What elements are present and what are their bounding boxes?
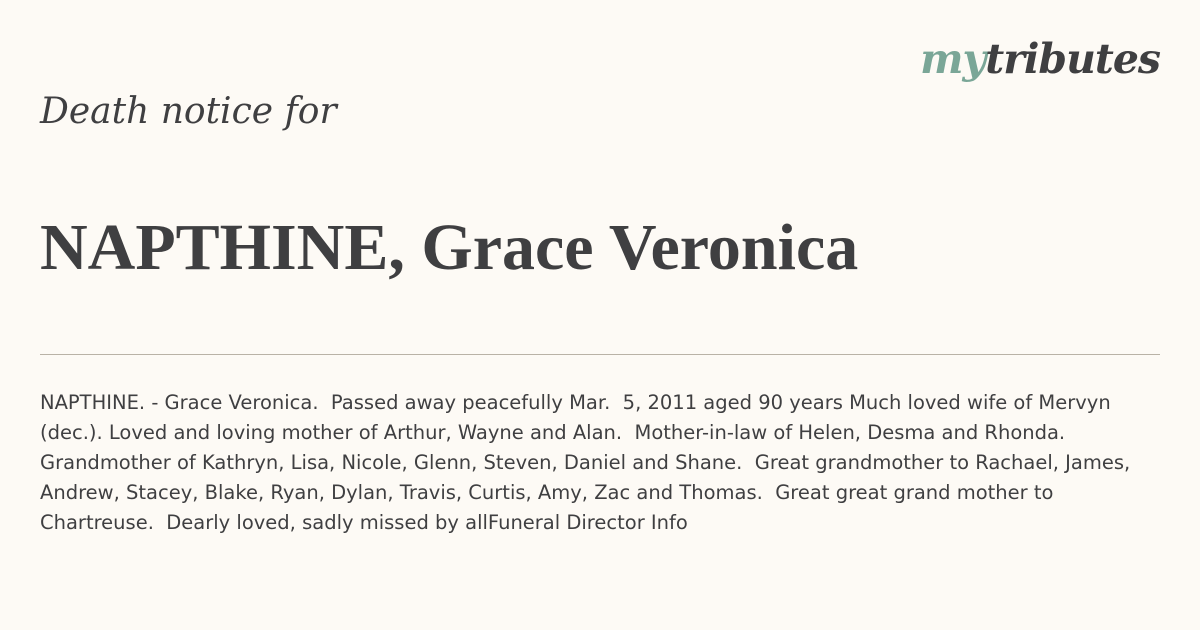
death-notice-kicker: Death notice for — [40, 91, 337, 132]
logo-prefix: my — [920, 35, 986, 83]
logo-suffix: tributes — [985, 35, 1160, 83]
section-divider — [40, 354, 1160, 355]
deceased-name-title: NAPTHINE, Grace Veronica — [40, 211, 859, 284]
notice-body-text: NAPTHINE. - Grace Veronica. Passed away peacefully Mar. 5, 2011 aged 90 years Much loved wife of Mervyn (dec.). Loved and loving mother of Arthur, Wayne and Alan. Mother-in-law of Helen, Desma and Rhonda. Grandmother of Kathryn, Lisa, Nicole, Glenn, Steven, Daniel and Shane. Great grandmother to Rachael, James, Andrew, Stacey, Blake, Ryan, Dylan, Travis, Curtis, Amy, Zac and Thomas. Great great grand mother to Chartreuse. Dearly loved, sadly missed by allFuneral Director Info — [40, 391, 1137, 534]
mytributes-logo[interactable] — [920, 34, 1160, 84]
